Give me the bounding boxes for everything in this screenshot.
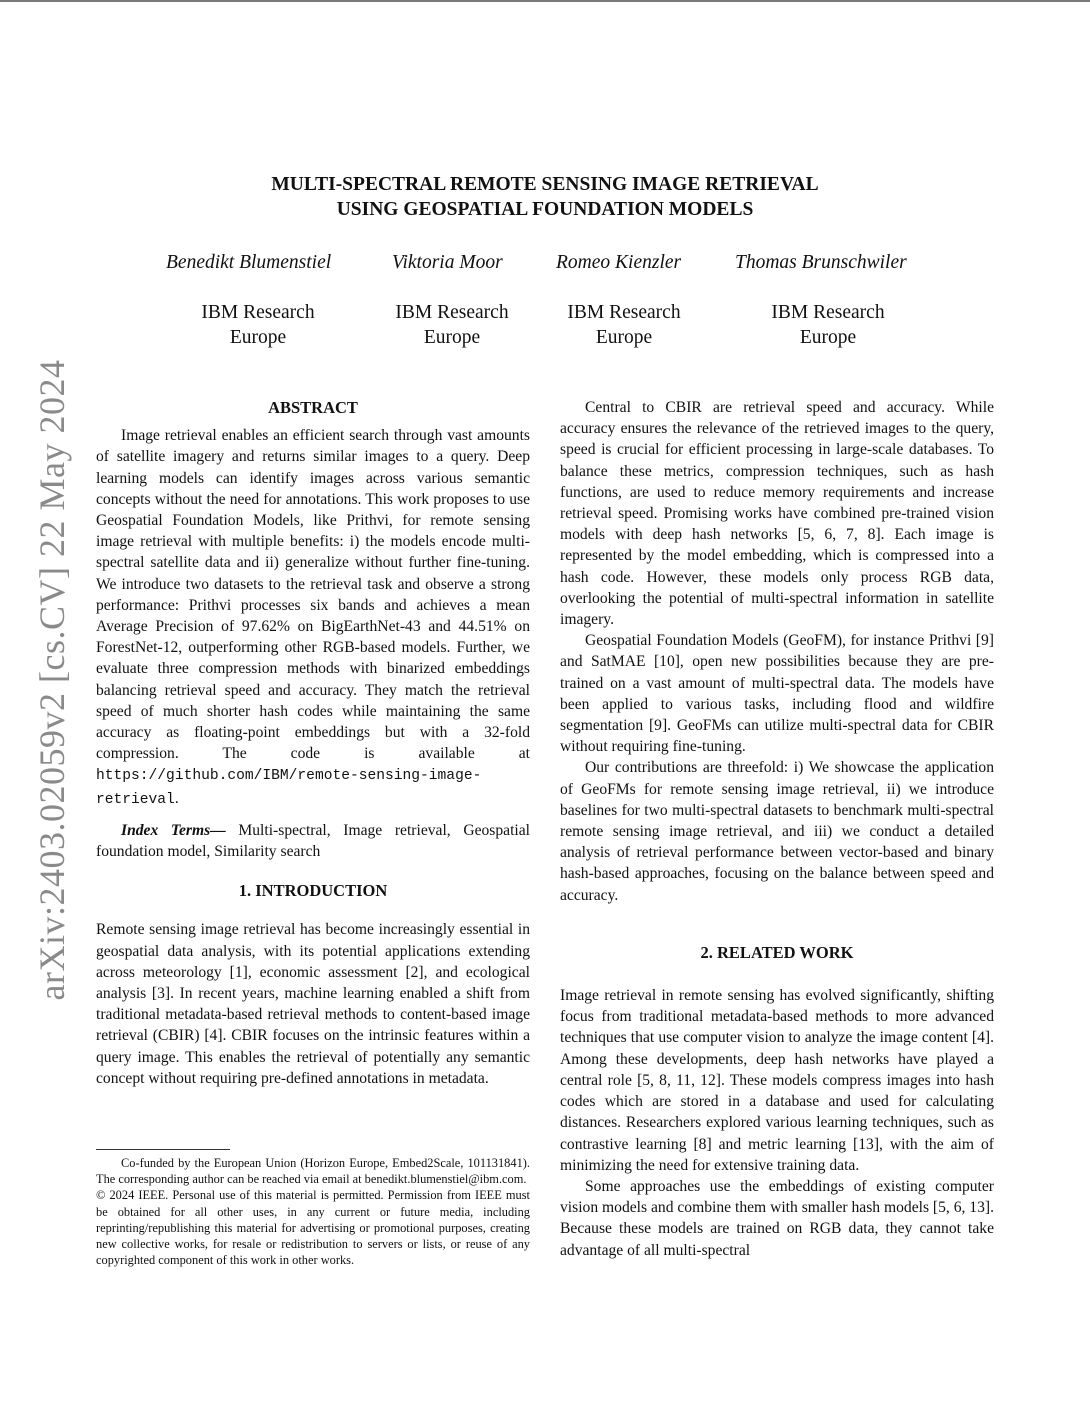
affiliation-line: IBM Research: [771, 302, 885, 323]
left-column: [96, 397, 530, 1089]
author-name: Viktoria Moor: [392, 252, 503, 273]
introduction-heading: 1. INTRODUCTION: [238, 881, 388, 901]
author-name: Romeo Kienzler: [556, 252, 682, 273]
top-border: [0, 0, 1090, 2]
abstract-body: Image retrieval enables an efficient search through vast amounts of satellite imagery and returns similar images to a query. Deep learning models can identify images across various semantic concepts without the need for annotations. This work proposes to use Geospatial Foundation Models, like Prithvi, for remote sensing image retrieval with multiple benefits: i) the models encode multi-spectral satellite data and ii) generalize without further fine-tuning. We introduce two datasets to the retrieval task and observe a strong performance: Prithvi processes six bands and achieves a mean Average Precision of 97.62% on BigEarthNet-43 and 44.51% on ForestNet-12, outperforming other RGB-based models. Further, we evaluate three compression methods with binarized embeddings balancing retrieval speed and accuracy. They match the retrieval speed of much shorter hash codes while maintaining the same accuracy as floating-point embeddings but with a 32-fold compression. The code is available at: [96, 427, 530, 763]
related-work-heading: 2. RELATED WORK: [700, 942, 854, 962]
abstract-end: .: [174, 789, 179, 807]
title-line-1: MULTI-SPECTRAL REMOTE SENSING IMAGE RETRIEVAL: [271, 174, 819, 195]
right-column: [560, 397, 994, 1261]
index-terms-label: Index Terms—: [121, 821, 226, 839]
affiliation-line: Europe: [229, 327, 287, 348]
affiliation-line: Europe: [799, 327, 857, 348]
affiliation-line: IBM Research: [567, 302, 681, 323]
affiliation-line: IBM Research: [395, 302, 509, 323]
body-paragraph: Image retrieval in remote sensing has evolved significantly, shifting focus from traditional metadata-based methods to more advanced techniques that use computer vision to analyze the image content [4]. Among these developments, deep hash networks have played a central role [5, 8, 11, 12]. These models compress images into hash codes which are stored in a database and used for calculating distances. Researchers explored various learning techniques, such as contrastive learning [8] and metric learning [13], with the aim of minimizing the need for extensive training data.: [560, 987, 994, 1174]
copyright-note: © 2024 IEEE. Personal use of this material is permitted. Permission from IEEE must be obtained for all other uses, in any current or future media, including reprinting/republishing this material for advertising or promotional purposes, creating new collective works, for resale or redistribution to servers or lists, or reuse of any copyrighted component of this work in other works.: [96, 1188, 530, 1268]
author-name: Benedikt Blumenstiel: [166, 252, 332, 273]
funding-note: Co-funded by the European Union (Horizon Europe, Embed2Scale, 101131841). The corresponding author can be reached via email at benedikt.blumenstiel@ibm.com.: [96, 1156, 530, 1187]
paper-title: [0, 172, 1090, 222]
index-terms-text: Multi-spectral, Image retrieval, Geospatial foundation model, Similarity search: [96, 821, 530, 861]
affiliation-line: Europe: [423, 327, 481, 348]
arxiv-identifier[interactable]: arXiv:2403.02059v2 [cs.CV] 22 May 2024: [32, 359, 72, 1001]
body-paragraph: Our contributions are threefold: i) We showcase the application of GeoFMs for remote sensing image retrieval, ii) we introduce baselines for two multi-spectral datasets to benchmark multi-spectral remote sensing image retrieval, and iii) we conduct a detailed analysis of retrieval performance between vector-based and binary hash-based approaches, focusing on the balance between speed and accuracy.: [560, 759, 994, 904]
author-affiliation: [201, 300, 314, 350]
introduction-paragraph: Remote sensing image retrieval has become increasingly essential in geospatial data analysis, with its potential applications extending across meteorology [1], economic assessment [2], and ecological analysis [3]. In recent years, machine learning enabled a shift from traditional metadata-based retrieval methods to content-based image retrieval (CBIR) [4]. CBIR focuses on the intrinsic features within a query image. This enables the retrieval of potentially any semantic concept without requiring pre-defined annotations in metadata.: [96, 921, 530, 1087]
author-affiliation: [771, 300, 884, 350]
index-terms: [96, 820, 530, 862]
affiliation-line: Europe: [595, 327, 653, 348]
footnote-rule: [96, 1149, 230, 1150]
author-affiliation: [395, 300, 508, 350]
title-line-2: USING GEOSPATIAL FOUNDATION MODELS: [336, 199, 754, 220]
abstract-heading: ABSTRACT: [268, 398, 358, 417]
author-name: Thomas Brunschwiler: [735, 252, 907, 273]
code-link[interactable]: https://github.com/IBM/remote-sensing-image-retrieval: [96, 768, 482, 808]
footnote: [96, 1155, 530, 1268]
author-affiliation: [567, 300, 680, 350]
body-paragraph: Some approaches use the embeddings of existing computer vision models and combine them with smaller hash models [5, 6, 13]. Because these models are trained on RGB data, they cannot take advantage of all multi-spectral: [560, 1177, 994, 1259]
body-paragraph: Central to CBIR are retrieval speed and accuracy. While accuracy ensures the relevance of the retrieved images to the query, speed is crucial for efficient processing in large-scale databases. To balance these metrics, compression techniques, such as hash functions, are used to reduce memory requirements and increase retrieval speed. Promising works have combined pre-trained vision models with deep hash networks [5, 6, 7, 8]. Each image is represented by the model embedding, which is compressed into a hash code. However, these models only process RGB data, overlooking the potential of multi-spectral information in satellite imagery.: [560, 399, 994, 629]
affiliation-line: IBM Research: [201, 302, 315, 323]
abstract-text: [96, 425, 530, 811]
body-paragraph: Geospatial Foundation Models (GeoFM), for instance Prithvi [9] and SatMAE [10], open new possibilities because they are pre-trained on a vast amount of multi-spectral data. The models have been applied to various tasks, including flood and wildfire segmentation [9]. GeoFMs can utilize multi-spectral data for CBIR without requiring fine-tuning.: [560, 632, 994, 756]
